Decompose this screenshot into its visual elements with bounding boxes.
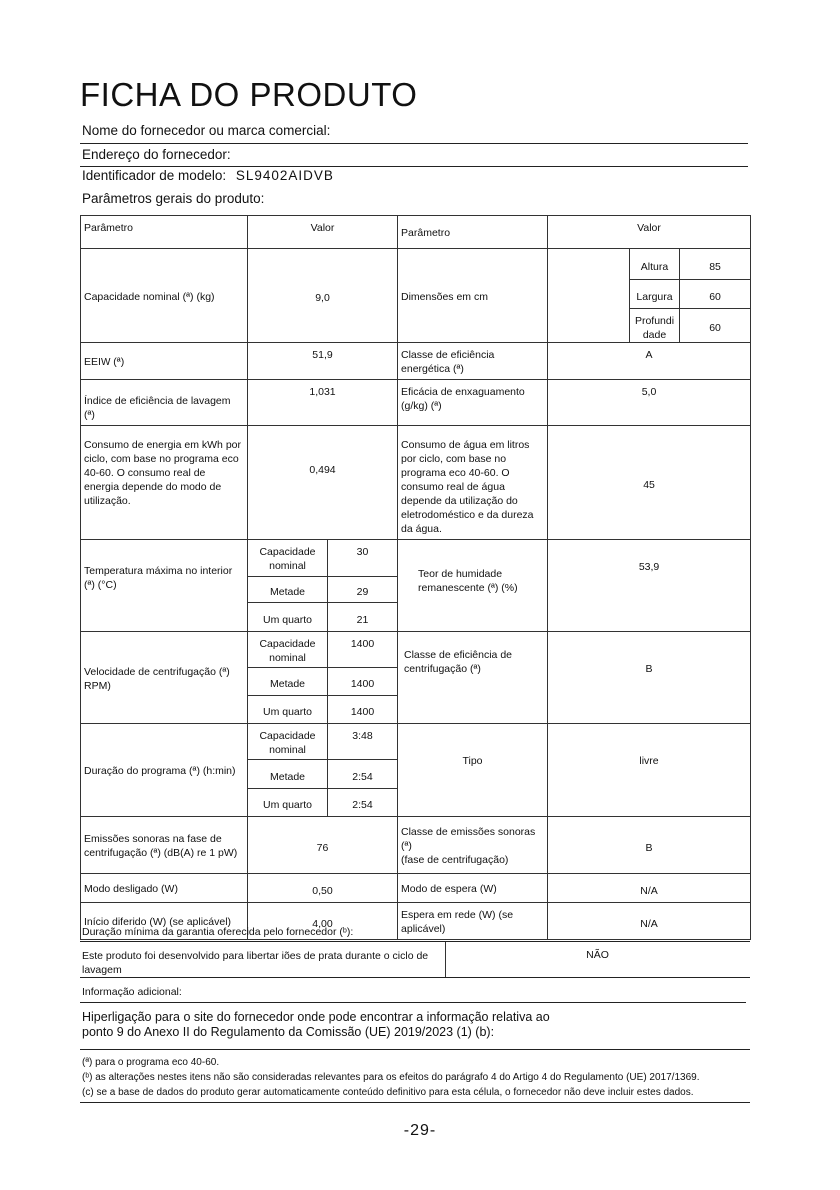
height-label: Altura bbox=[630, 249, 680, 280]
water-consumption-value: 45 bbox=[548, 426, 751, 540]
spin-speed-half-value: 1400 bbox=[328, 668, 398, 696]
eei-label: EEIW (ª) bbox=[81, 343, 248, 380]
hyperlink-text: Hiperligação para o site do fornecedor onde pode encontrar a informação relativa ao ponto 9 do Anexo II do Regulamento da Comissão (UE) 2019/2023 (1) (b): bbox=[82, 1010, 550, 1039]
general-params-label: Parâmetros gerais do produto: bbox=[82, 191, 265, 206]
spin-class-label: Classe de eficiência de centrifugação (ª) bbox=[398, 632, 548, 724]
additional-info-label: Informação adicional: bbox=[82, 986, 182, 998]
type-label: Tipo bbox=[398, 724, 548, 817]
divider bbox=[80, 1002, 746, 1003]
network-standby-label: Espera em rede (W) (se aplicável) bbox=[398, 903, 548, 940]
energy-class-value: A bbox=[548, 343, 751, 380]
header-param-right: Parâmetro bbox=[398, 216, 548, 249]
duration-quarter-label: Um quarto bbox=[248, 789, 328, 817]
header-value-right: Valor bbox=[548, 216, 751, 249]
footnote-b: (ᵇ) as alterações nestes itens não são consideradas relevantes para os efeitos do parágrafo 4 do Artigo 4 do Regulamento (UE) 2017/1369. bbox=[82, 1072, 700, 1083]
spin-speed-label: Velocidade de centrifugação (ª) RPM) bbox=[81, 632, 248, 724]
off-mode-value: 0,50 bbox=[248, 874, 398, 903]
humidity-label: Teor de humidade remanescente (ª) (%) bbox=[398, 540, 548, 632]
capacity-value: 9,0 bbox=[248, 249, 398, 343]
supplier-address-label: Endereço do fornecedor: bbox=[82, 147, 231, 162]
noise-value: 76 bbox=[248, 817, 398, 874]
width-label: Largura bbox=[630, 280, 680, 309]
width-value: 60 bbox=[680, 280, 751, 309]
warranty-label: Duração mínima da garantia oferecida pelo fornecedor (ᵇ): bbox=[82, 926, 354, 938]
type-value: livre bbox=[548, 724, 751, 817]
temperature-full-value: 30 bbox=[328, 540, 398, 577]
model-label: Identificador de modelo: bbox=[82, 168, 227, 183]
duration-half-label: Metade bbox=[248, 760, 328, 789]
silver-ions-label: Este produto foi desenvolvido para libertar iões de prata durante o ciclo de lavagem bbox=[82, 950, 429, 976]
spin-speed-full-value: 1400 bbox=[328, 632, 398, 668]
capacity-label: Capacidade nominal (ª) (kg) bbox=[81, 249, 248, 343]
humidity-value: 53,9 bbox=[548, 540, 751, 632]
standby-label: Modo de espera (W) bbox=[398, 874, 548, 903]
noise-class-value: B bbox=[548, 817, 751, 874]
standby-value: N/A bbox=[548, 874, 751, 903]
page-title: FICHA DO PRODUTO bbox=[80, 76, 418, 113]
page-number: -29- bbox=[403, 1122, 437, 1139]
model-value: SL9402AIDVB bbox=[235, 168, 334, 183]
duration-full-value: 3:48 bbox=[328, 724, 398, 760]
noise-label: Emissões sonoras na fase de centrifugação (ª) (dB(A) re 1 pW) bbox=[81, 817, 248, 874]
temperature-half-label: Metade bbox=[248, 577, 328, 603]
footnote-c: (c) se a base de dados do produto gerar automaticamente conteúdo definitivo para esta célula, o fornecedor não deve incluir estes dados. bbox=[82, 1087, 694, 1098]
dimensions-label: Dimensões em cm bbox=[398, 249, 548, 343]
depth-value: 60 bbox=[680, 309, 751, 343]
energy-class-label: Classe de eficiência energética (ª) bbox=[398, 343, 548, 380]
divider bbox=[80, 1102, 750, 1103]
header-value-left: Valor bbox=[248, 216, 398, 249]
wash-index-value: 1,031 bbox=[248, 380, 398, 426]
duration-full-label: Capacidade nominal bbox=[248, 724, 328, 760]
wash-index-label: Índice de eficiência de lavagem (ª) bbox=[81, 380, 248, 426]
footnote-a: (ª) para o programa eco 40-60. bbox=[82, 1057, 220, 1068]
delay-start-value: 4,00 bbox=[248, 903, 398, 940]
temperature-full-label: Capacidade nominal bbox=[248, 540, 328, 577]
duration-half-value: 2:54 bbox=[328, 760, 398, 789]
spin-class-value: B bbox=[548, 632, 751, 724]
off-mode-label: Modo desligado (W) bbox=[81, 874, 248, 903]
noise-class-label: Classe de emissões sonoras (ª) (fase de centrifugação) bbox=[398, 817, 548, 874]
duration-label: Duração do programa (ª) (h:min) bbox=[81, 724, 248, 817]
spin-speed-half-label: Metade bbox=[248, 668, 328, 696]
height-value: 85 bbox=[680, 249, 751, 280]
delay-start-label: Início diferido (W) (se aplicável) bbox=[81, 903, 248, 940]
water-consumption-label: Consumo de água em litros por ciclo, com base no programa eco 40-60. O consumo real de água depende da utilização do eletrodoméstico e da dureza da água. bbox=[398, 426, 548, 540]
eei-value: 51,9 bbox=[248, 343, 398, 380]
rinse-label: Eficácia de enxaguamento (g/kg) (ª) bbox=[398, 380, 548, 426]
depth-label: Profundi dade bbox=[630, 309, 680, 343]
temperature-label: Temperatura máxima no interior (ª) (°C) bbox=[81, 540, 248, 632]
energy-consumption-value: 0,494 bbox=[248, 426, 398, 540]
temperature-quarter-value: 21 bbox=[328, 603, 398, 632]
temperature-half-value: 29 bbox=[328, 577, 398, 603]
spin-speed-quarter-value: 1400 bbox=[328, 696, 398, 724]
supplier-name-label: Nome do fornecedor ou marca comercial: bbox=[82, 123, 331, 138]
spin-speed-quarter-label: Um quarto bbox=[248, 696, 328, 724]
divider bbox=[80, 977, 750, 978]
spin-speed-full-label: Capacidade nominal bbox=[248, 632, 328, 668]
silver-ions-row bbox=[80, 942, 750, 977]
rinse-value: 5,0 bbox=[548, 380, 751, 426]
model-identifier bbox=[82, 165, 748, 187]
header-param-left: Parâmetro bbox=[81, 216, 248, 249]
energy-consumption-label: Consumo de energia em kWh por ciclo, com base no programa eco 40-60. O consumo real de energia depende do modo de utilização. bbox=[81, 426, 248, 540]
silver-ions-value: NÃO bbox=[586, 949, 609, 961]
network-standby-value: N/A bbox=[548, 903, 751, 940]
temperature-quarter-label: Um quarto bbox=[248, 603, 328, 632]
parameters-table bbox=[80, 215, 751, 940]
divider bbox=[80, 1049, 750, 1050]
duration-quarter-value: 2:54 bbox=[328, 789, 398, 817]
